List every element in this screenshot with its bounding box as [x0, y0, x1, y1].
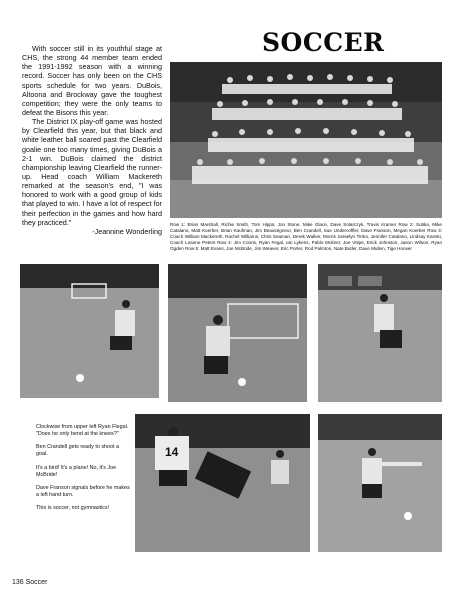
action-photo-franson	[318, 414, 442, 552]
team-photo-caption: Row 1: Brian Marshall, Richie Smith, Tom Hipps, Jon Stone, Mike Glace, Dave Solarczyk, Travis Kramer Row 2: Sutika, Mike Catalano, Matt Koerber, Brian Kaufman, Jim Beauségneur, Ben Crandell, Sue Underceffler, Dave Franson, Megan Koerber Row 3: Coach William Mackereth, Rachel Williams, Chris Seaman, Derek Walker, Morris Josselyn Tirrko, Jennifer Catalano, Lindsay Kanski, Coach Leanne Peters Row 4: Jim Coons, Ryan Fegal, Ian Lykens, Pablo Moliner, Joe Volpe, Erick Johnston, Jason Wilson, Ryan Ogden Row 5: Matt Evans, Joe McBride, Jim Weaver, Eric Porter, Rod Palmton, Nate Butler, Dave Mullen, Tige Hoover	[170, 222, 442, 251]
team-photo	[170, 62, 442, 218]
story-paragraph-1: With soccer still in its youthful stage at CHS, the strong 44 member team ended the 1991-1992 season with a winning record. Soccer has only been on the CHS sports schedule for two years. DuBois, Altoona and Brockway gave the toughest competition; they were the only teams to defeat the Bisons this year.	[22, 44, 162, 117]
photo-caption-3: It's a bird! It's a plane! No, it's Joe McBride!	[36, 464, 117, 478]
jersey-number: 14	[165, 445, 179, 459]
photo-caption-2: Ben Crandell gets ready to shoot a goal.	[36, 444, 120, 458]
photo-caption-5: This is soccer, not gymnastics!	[36, 505, 110, 511]
section-title: SOCCER	[262, 28, 385, 57]
story-paragraph-2: The District IX play-off game was hosted by Clearfield this year, but that black and white leather ball soared past the Clearfield goalie one too many times, giving DuBois a 2-1 win. DuBois claimed the district championship leaving Clearfield the runner-up. Head coach William Mackereth remarked at the season's end, "I was honored to work with a good group of kids that played to win. I have a lot of respect for their perfection in the games and how hard they practiced."	[22, 117, 162, 227]
story-byline: -Jeannine Wonderling	[92, 226, 162, 236]
photo-caption-1: Clockwise from upper left Ryan Flegal. "Does he only bend at the knees?"	[36, 424, 129, 438]
action-photo-mcbride	[318, 264, 442, 402]
action-photo-gymnastics	[135, 414, 310, 552]
photo-captions	[36, 424, 131, 518]
story-text	[22, 44, 162, 236]
photo-caption-4: Dave Franson signals before he makes a left hand turn.	[36, 484, 130, 498]
action-photo-flegal	[20, 264, 159, 398]
action-photo-crandell	[168, 264, 307, 402]
page-folio: 136 Soccer	[12, 579, 48, 586]
